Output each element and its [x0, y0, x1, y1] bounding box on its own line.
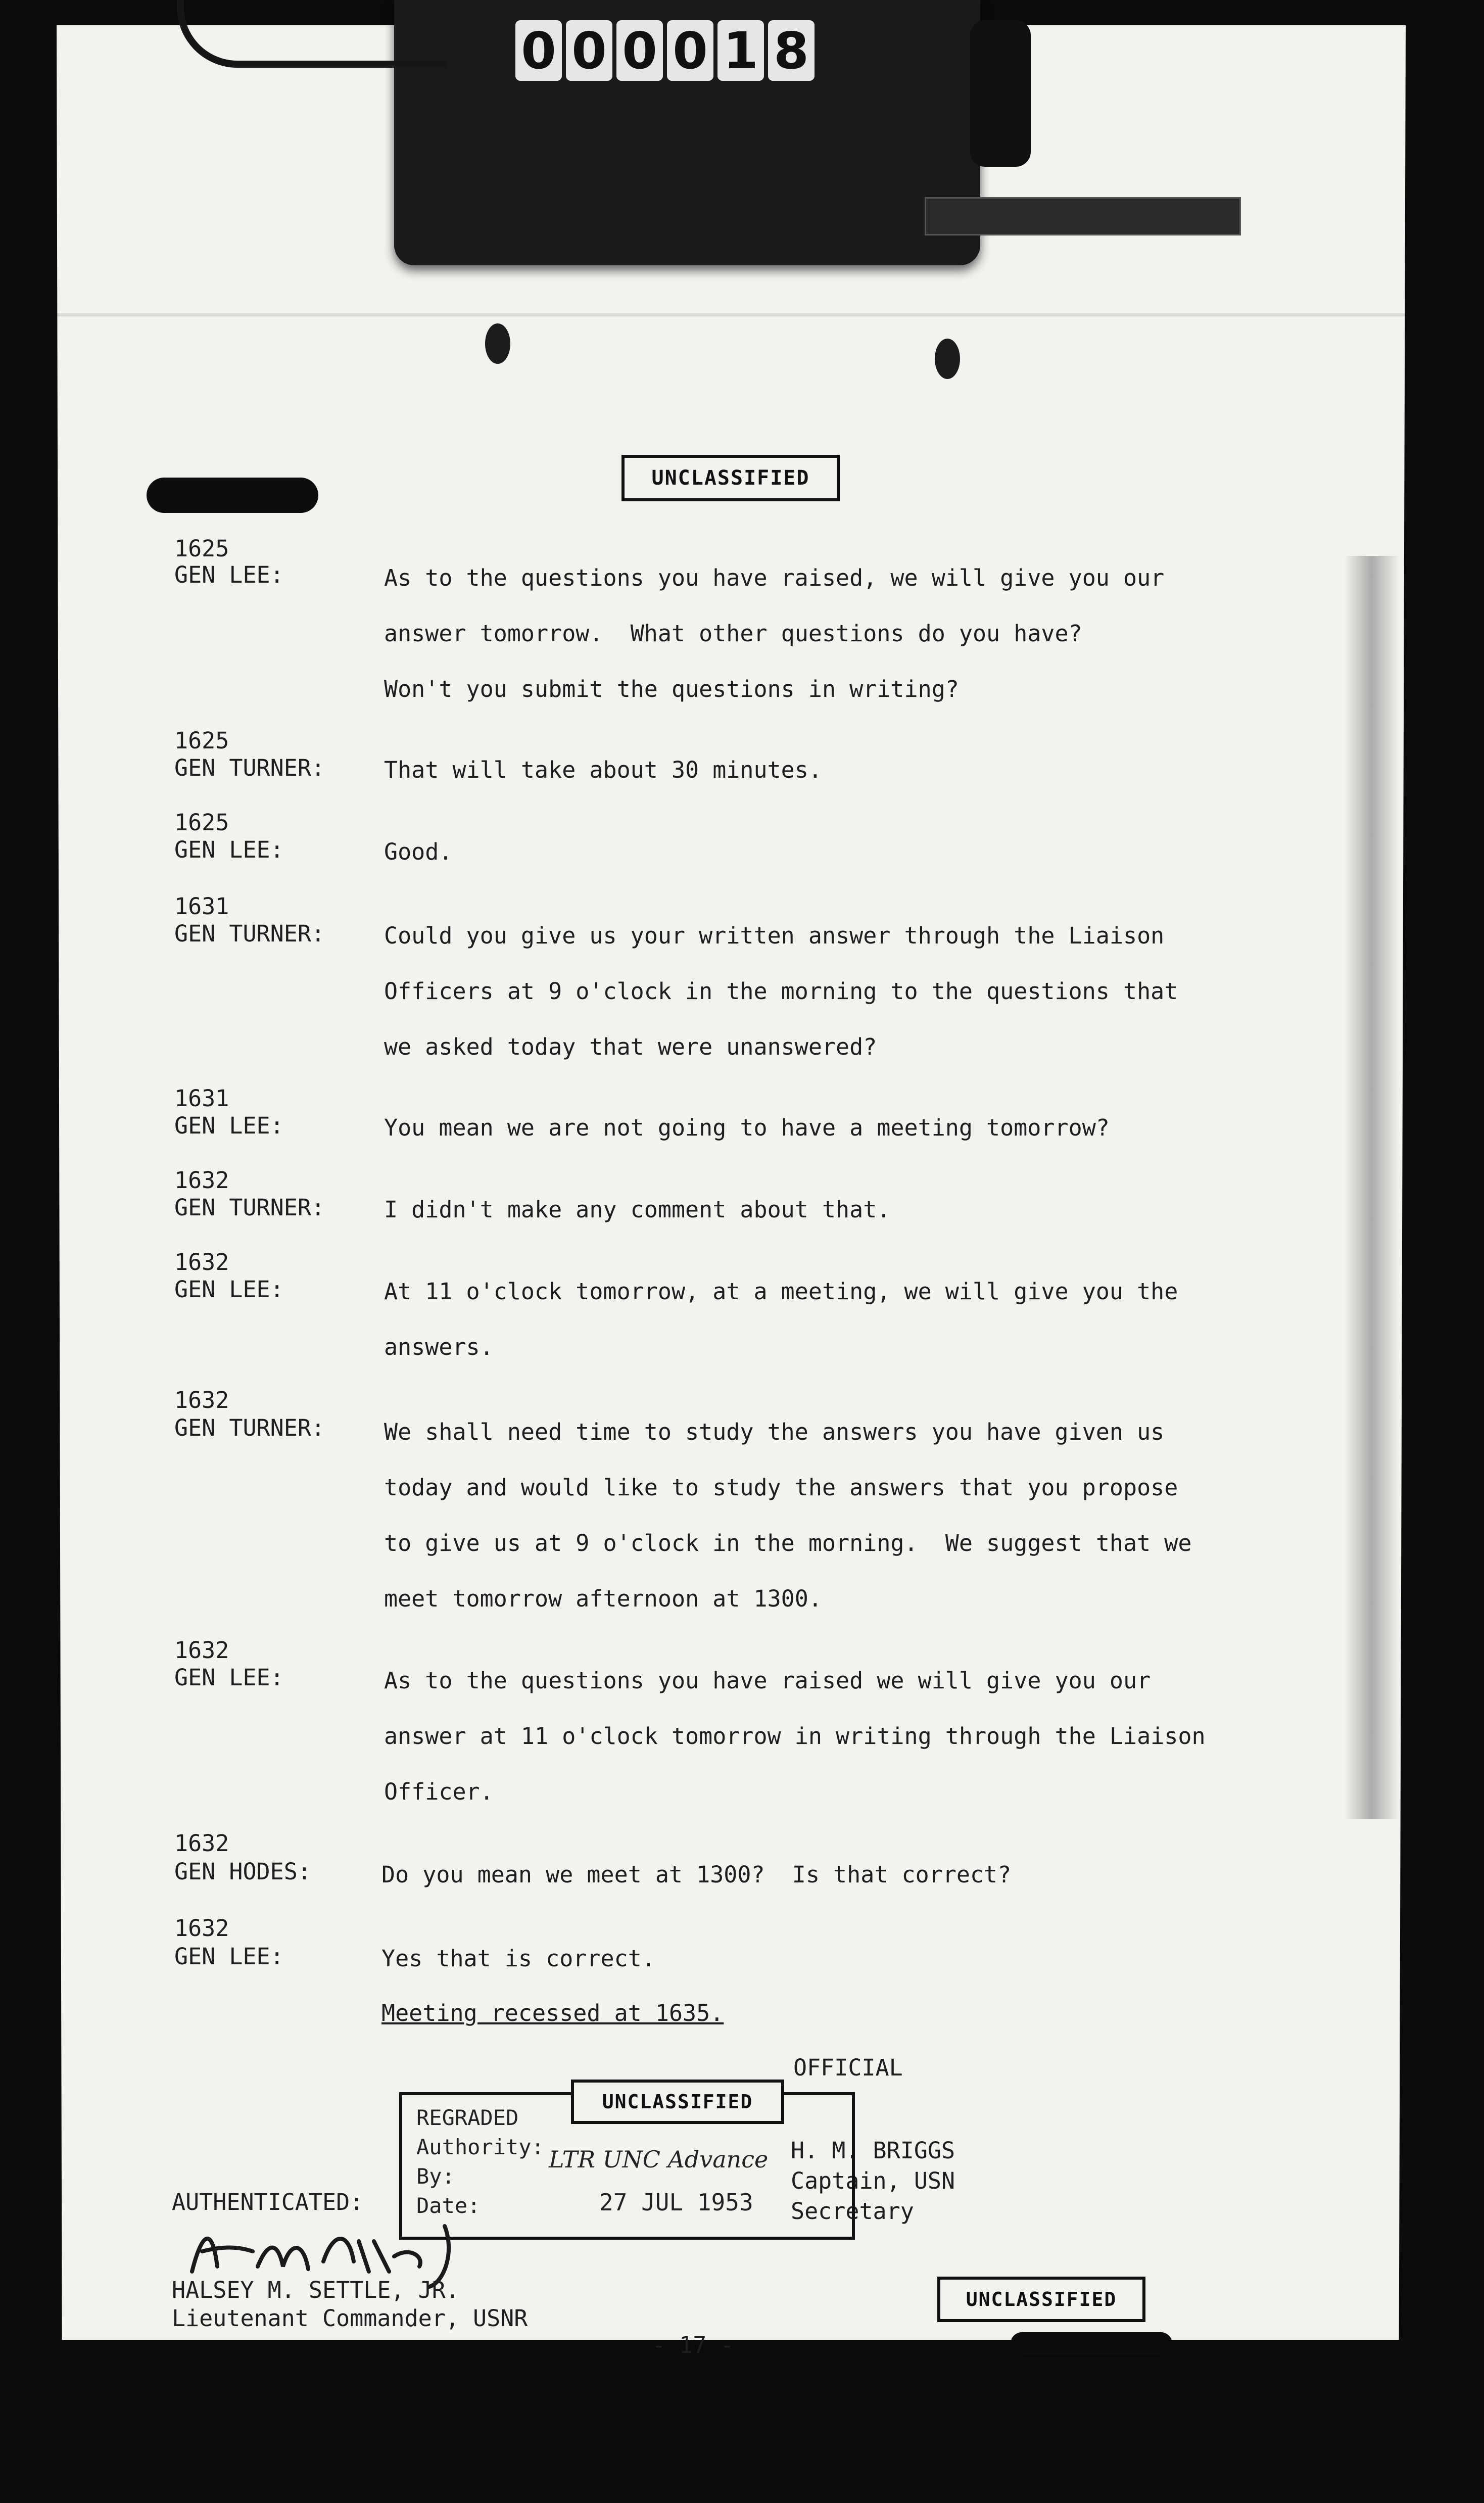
regraded-unclassified-stamp: UNCLASSIFIED	[571, 2080, 784, 2124]
counter-digit: 0	[515, 20, 562, 81]
entry-line: today and would like to study the answers that you propose	[384, 1474, 1178, 1501]
entry-line: Do you mean we meet at 1300? Is that correct?	[381, 1861, 1012, 1888]
entry-line: At 11 o'clock tomorrow, at a meeting, we will give you the	[384, 1278, 1178, 1305]
page-crease	[57, 313, 1406, 316]
entry-line: As to the questions you have raised, we will give you our	[384, 564, 1165, 591]
redaction-mark	[1011, 2332, 1172, 2355]
entry-time: 1631	[174, 893, 229, 920]
entry-line: to give us at 9 o'clock in the morning. We suggest that we	[384, 1530, 1192, 1556]
entry-line: Good.	[384, 838, 453, 865]
frame-counter	[515, 20, 815, 81]
date-value: 27 JUL 1953	[599, 2189, 753, 2216]
entry-line: Won't you submit the questions in writing?	[384, 676, 959, 702]
entry-line: I didn't make any comment about that.	[384, 1196, 891, 1223]
entry-line: answer tomorrow. What other questions do you have?	[384, 620, 1082, 647]
entry-speaker: GEN TURNER:	[174, 1194, 325, 1221]
entry-time: 1631	[174, 1085, 229, 1112]
entry-line: answer at 11 o'clock tomorrow in writing through the Liaison	[384, 1723, 1206, 1750]
official-rank: Captain, USN	[791, 2167, 955, 2194]
entry-line: Officers at 9 o'clock in the morning to the questions that	[384, 978, 1178, 1005]
entry-speaker: GEN LEE:	[174, 1943, 284, 1970]
official-name: H. M. BRIGGS	[791, 2137, 955, 2164]
authenticated-name: HALSEY M. SETTLE, JR.	[172, 2277, 459, 2303]
entry-speaker: GEN LEE:	[174, 836, 284, 863]
counter-digit: 0	[616, 20, 663, 81]
document-page	[57, 25, 1406, 2340]
counter-digit: 0	[667, 20, 713, 81]
entry-speaker: GEN LEE:	[174, 1276, 284, 1303]
authority-label: Authority:	[416, 2135, 544, 2159]
stamper-knob	[970, 20, 1031, 167]
by-value: LTR UNC Advance	[549, 2146, 769, 2173]
entry-line: As to the questions you have raised we will give you our	[384, 1667, 1151, 1694]
entry-time: 1632	[174, 1387, 229, 1413]
entry-time: 1632	[174, 1830, 229, 1857]
authenticated-label: AUTHENTICATED:	[172, 2189, 364, 2215]
stamper-plate	[925, 197, 1241, 235]
counter-digit: 1	[717, 20, 764, 81]
entry-speaker: GEN HODES:	[174, 1858, 311, 1885]
entry-line: Could you give us your written answer through the Liaison	[384, 922, 1165, 949]
entry-time: 1632	[174, 1249, 229, 1276]
entry-time: 1625	[174, 809, 229, 836]
entry-speaker: GEN LEE:	[174, 561, 284, 588]
entry-line: You mean we are not going to have a meeting tomorrow?	[384, 1114, 1110, 1141]
by-label: By:	[416, 2164, 455, 2189]
entry-time: 1632	[174, 1167, 229, 1194]
recess-note: Meeting recessed at 1635.	[381, 2000, 724, 2026]
entry-time: 1632	[174, 1637, 229, 1664]
entry-line: answers.	[384, 1334, 494, 1360]
stamper-cable	[177, 0, 447, 68]
entry-line: Officer.	[384, 1778, 494, 1805]
redaction-mark	[147, 478, 318, 513]
entry-time: 1625	[174, 535, 229, 562]
unclassified-stamp-bottom: UNCLASSIFIED	[937, 2277, 1145, 2322]
entry-line: we asked today that were unanswered?	[384, 1033, 877, 1060]
entry-line: meet tomorrow afternoon at 1300.	[384, 1585, 822, 1612]
entry-speaker: GEN LEE:	[174, 1664, 284, 1691]
entry-speaker: GEN LEE:	[174, 1112, 284, 1139]
page-edge-shadow	[1344, 556, 1400, 1819]
entry-time: 1625	[174, 727, 229, 754]
official-role: Secretary	[791, 2198, 914, 2225]
entry-line: That will take about 30 minutes.	[384, 757, 822, 783]
regraded-label: REGRADED	[416, 2105, 519, 2130]
authenticated-rank: Lieutenant Commander, USNR	[172, 2305, 528, 2332]
counter-digit: 0	[566, 20, 612, 81]
entry-speaker: GEN TURNER:	[174, 920, 325, 947]
entry-speaker: GEN TURNER:	[174, 1414, 325, 1441]
entry-time: 1632	[174, 1915, 229, 1942]
entry-line: Yes that is correct.	[381, 1945, 655, 1972]
official-label: OFFICIAL	[793, 2054, 903, 2081]
counter-digit: 8	[768, 20, 815, 81]
entry-speaker: GEN TURNER:	[174, 754, 325, 781]
unclassified-stamp-top: UNCLASSIFIED	[621, 455, 840, 501]
punch-hole	[935, 339, 960, 379]
punch-hole	[485, 323, 510, 364]
date-label: Date:	[416, 2193, 481, 2218]
page-number: - 17 -	[652, 2332, 734, 2358]
entry-line: We shall need time to study the answers you have given us	[384, 1419, 1165, 1445]
